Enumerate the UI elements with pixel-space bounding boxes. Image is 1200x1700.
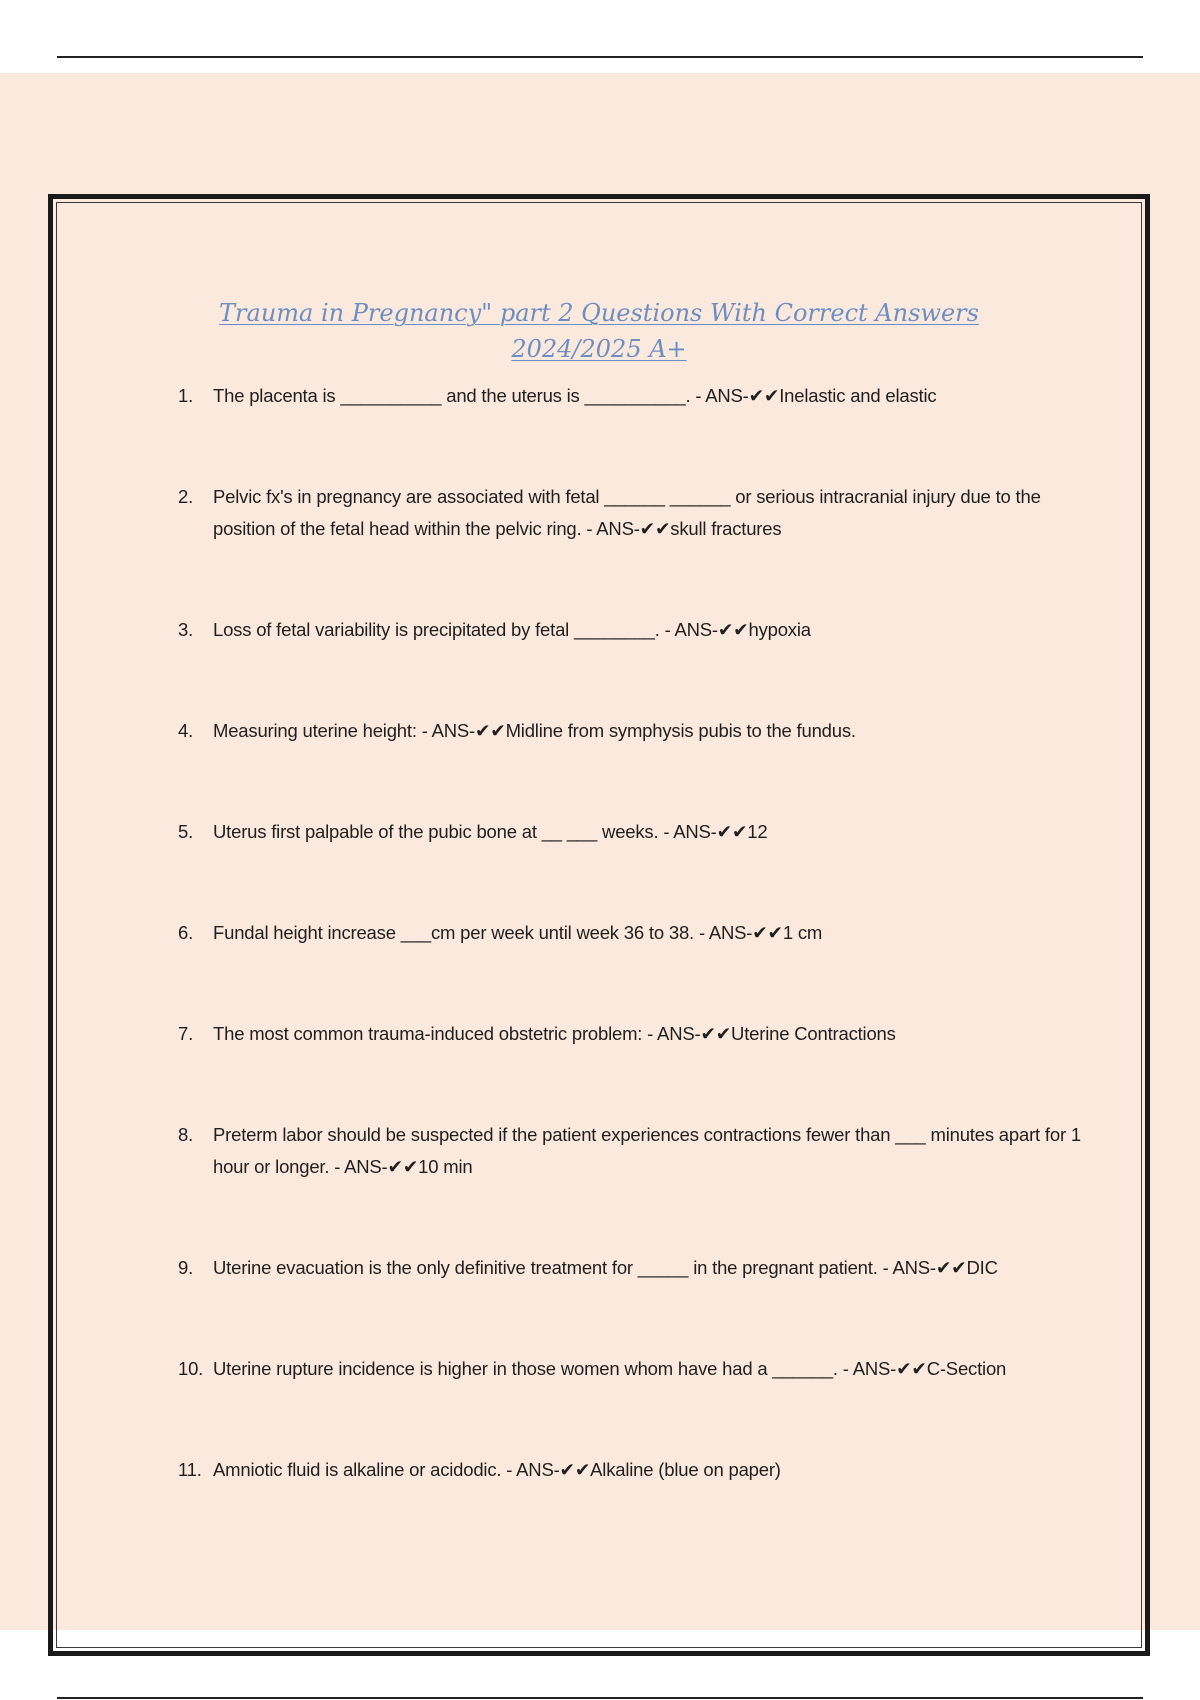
- question-number: 2.: [178, 486, 194, 507]
- question-number: 9.: [178, 1257, 194, 1278]
- question-item-11: [178, 1454, 1098, 1486]
- page-border: [48, 194, 1150, 1656]
- document-title: [57, 295, 1141, 367]
- question-number: 3.: [178, 619, 194, 640]
- question-text: The placenta is __________ and the uterus is __________. - ANS-✔✔Inelastic and elastic: [213, 385, 937, 406]
- question-list: [178, 380, 1098, 1486]
- question-text: Loss of fetal variability is precipitated by fetal ________. - ANS-✔✔hypoxia: [213, 619, 811, 640]
- question-text: Measuring uterine height: - ANS-✔✔Midline from symphysis pubis to the fundus.: [213, 720, 856, 741]
- header-rule: [57, 56, 1143, 58]
- title-line-1: Trauma in Pregnancy" part 2 Questions With Correct Answers: [219, 299, 979, 327]
- question-item-5: [178, 816, 1098, 848]
- question-number: 4.: [178, 720, 194, 741]
- footer-rule: [57, 1697, 1143, 1699]
- question-number: 1.: [178, 385, 194, 406]
- question-text: Uterine rupture incidence is higher in those women whom have had a ______. - ANS-✔✔C-Section: [213, 1358, 1007, 1379]
- question-item-7: [178, 1018, 1098, 1050]
- question-number: 8.: [178, 1124, 194, 1145]
- question-text: Pelvic fx's in pregnancy are associated with fetal ______ ______ or serious intracranial injury due to the position of the fetal head within the pelvic ring. - ANS-✔✔skull fractures: [213, 486, 1041, 539]
- question-number: 7.: [178, 1023, 194, 1044]
- question-item-2: [178, 481, 1098, 545]
- question-item-4: [178, 715, 1098, 747]
- question-item-1: [178, 380, 1098, 412]
- question-text: The most common trauma-induced obstetric problem: - ANS-✔✔Uterine Contractions: [213, 1023, 896, 1044]
- question-text: Fundal height increase ___cm per week until week 36 to 38. - ANS-✔✔1 cm: [213, 922, 823, 943]
- question-item-6: [178, 917, 1098, 949]
- question-text: Uterus first palpable of the pubic bone at __ ___ weeks. - ANS-✔✔12: [213, 821, 768, 842]
- page-inner-border: [56, 202, 1142, 1648]
- question-text: Preterm labor should be suspected if the patient experiences contractions fewer than ___ minutes apart for 1 hour or longer. - ANS-✔✔10 min: [213, 1124, 1081, 1177]
- question-number: 6.: [178, 922, 194, 943]
- question-item-8: [178, 1119, 1098, 1183]
- question-text: Amniotic fluid is alkaline or acidodic. - ANS-✔✔Alkaline (blue on paper): [213, 1459, 781, 1480]
- question-number: 11.: [178, 1459, 202, 1480]
- question-item-10: [178, 1353, 1098, 1385]
- question-number: 5.: [178, 821, 194, 842]
- question-item-3: [178, 614, 1098, 646]
- question-number: 10.: [178, 1358, 204, 1379]
- title-line-2: 2024/2025 A+: [511, 335, 687, 363]
- question-text: Uterine evacuation is the only definitive treatment for _____ in the pregnant patient. - ANS-✔✔DIC: [213, 1257, 998, 1278]
- question-item-9: [178, 1252, 1098, 1284]
- document-page: [0, 73, 1200, 1630]
